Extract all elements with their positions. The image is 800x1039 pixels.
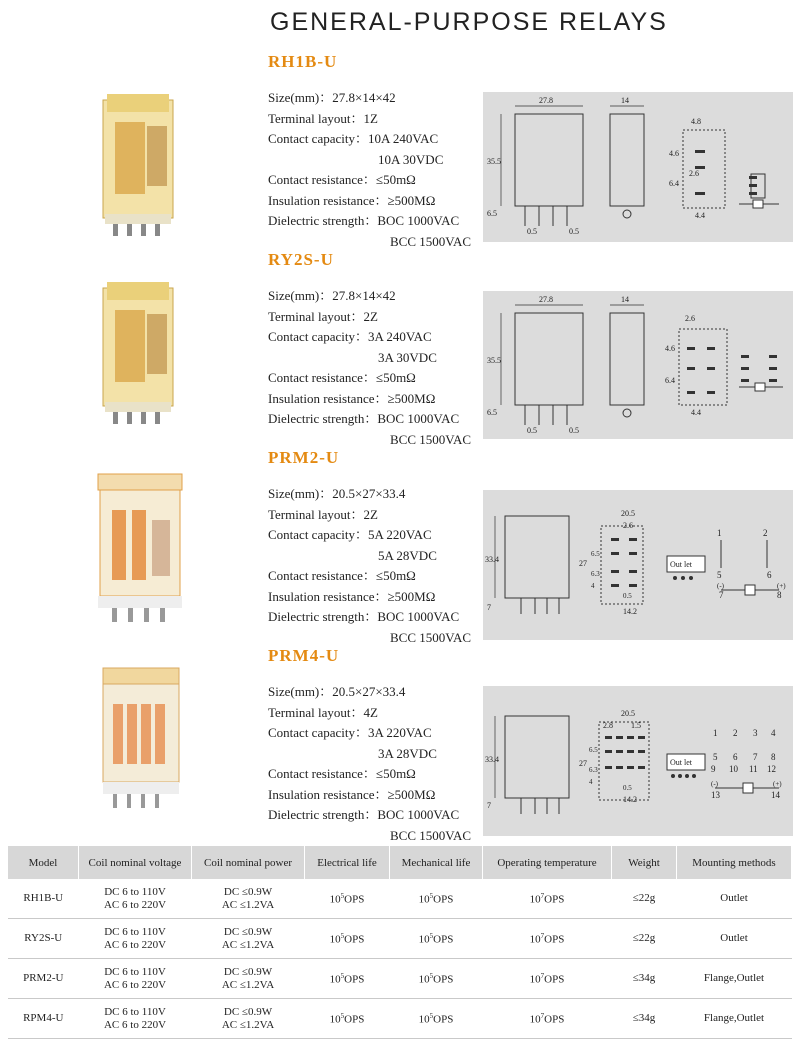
temp-base: 10 <box>529 893 541 906</box>
pin-label: 8 <box>771 752 776 762</box>
dim-label: 14 <box>621 295 629 304</box>
temp-exponent: 7 <box>540 892 545 901</box>
life-unit: OPS <box>344 973 365 986</box>
dim-label: 7 <box>487 603 491 612</box>
dimension-drawing <box>483 291 793 439</box>
cell-electrical-life <box>305 919 390 959</box>
dim-label: 4 <box>589 778 593 786</box>
power-ac: AC ≤1.2VA <box>221 1018 275 1031</box>
dim-label: 7 <box>487 801 491 810</box>
life-base: 10 <box>418 933 430 946</box>
table-row <box>8 879 792 919</box>
dim-label: 6.3 <box>591 570 600 578</box>
spec-insulation: Insulation resistance：≥500MΩ <box>268 390 436 406</box>
dim-label: 6.5 <box>591 550 600 558</box>
dim-label: 35.5 <box>487 157 501 166</box>
spec-list <box>268 682 471 846</box>
life-base: 10 <box>329 933 341 946</box>
spec-dielectric-2: BCC 1500VAC <box>390 629 472 645</box>
spec-terminal: Terminal layout：4Z <box>268 704 378 720</box>
life-unit: OPS <box>433 933 454 946</box>
relay-photo <box>95 664 190 814</box>
pin-label: 14 <box>771 790 780 800</box>
spec-dielectric-2: BCC 1500VAC <box>390 827 472 843</box>
spec-size: Size(mm)：20.5×27×33.4 <box>268 486 406 501</box>
dim-label: 6.5 <box>589 746 598 754</box>
cell-electrical-life <box>305 959 390 999</box>
power-dc: DC ≤0.9W <box>223 965 273 978</box>
spec-dielectric-2: BCC 1500VAC <box>390 233 472 249</box>
temp-exponent: 7 <box>540 932 545 941</box>
dim-label: 27.8 <box>539 96 553 105</box>
spec-list <box>268 484 471 648</box>
spec-resistance: Contact resistance：≤50mΩ <box>268 766 416 781</box>
dimension-drawing <box>483 490 793 640</box>
spec-terminal: Terminal layout：2Z <box>268 308 378 324</box>
cell-mounting: Flange,Outlet <box>677 959 792 999</box>
spec-contact: Contact capacity：10A 240VAC <box>268 131 439 146</box>
life-exponent: 5 <box>340 892 345 901</box>
cell-model: RH1B-U <box>8 879 79 919</box>
dim-label: 27 <box>579 759 587 768</box>
life-exponent: 5 <box>340 1012 345 1021</box>
dim-label: 33.4 <box>485 555 499 564</box>
voltage-dc: DC 6 to 110V <box>104 925 166 938</box>
spec-insulation: Insulation resistance：≥500MΩ <box>268 192 436 208</box>
spec-insulation: Insulation resistance：≥500MΩ <box>268 786 436 802</box>
table-header: Operating temperature <box>483 846 612 879</box>
life-exponent: 5 <box>429 1012 434 1021</box>
spec-contact: Contact capacity：3A 220VAC <box>268 725 432 740</box>
dim-label: 14 <box>621 96 629 105</box>
spec-table <box>8 846 792 1039</box>
cell-power <box>192 879 305 919</box>
cell-mounting: Outlet <box>677 919 792 959</box>
spec-dielectric: Dielectric strength：BOC 1000VAC <box>268 411 460 426</box>
dim-label: 14.2 <box>623 607 637 616</box>
voltage-ac: AC 6 to 220V <box>103 1018 167 1031</box>
table-header: Weight <box>612 846 677 879</box>
product-name: PRM2-U <box>268 448 340 467</box>
cell-electrical-life <box>305 999 390 1039</box>
dim-label: 2.6 <box>623 521 633 530</box>
power-dc: DC ≤0.9W <box>223 885 273 898</box>
page-title: GENERAL-PURPOSE RELAYS <box>270 8 668 36</box>
dim-label: 4.4 <box>695 211 705 220</box>
life-exponent: 5 <box>429 972 434 981</box>
voltage-dc: DC 6 to 110V <box>104 965 166 978</box>
spec-contact: Contact capacity：5A 220VAC <box>268 527 432 542</box>
life-exponent: 5 <box>429 892 434 901</box>
dim-label: 0.5 <box>527 426 537 435</box>
pin-label: (-) <box>711 780 718 788</box>
cell-power <box>192 919 305 959</box>
spec-resistance: Contact resistance：≤50mΩ <box>268 172 416 187</box>
table-header: Coil nominal voltage <box>79 846 192 879</box>
relay-photo <box>95 92 190 242</box>
spec-size: Size(mm)：27.8×14×42 <box>268 288 396 303</box>
dim-label: 0.5 <box>623 592 632 600</box>
cell-temperature <box>483 999 612 1039</box>
pin-label: 2 <box>733 728 738 738</box>
dim-label: 4.8 <box>691 117 701 126</box>
cell-weight: ≤34g <box>612 959 677 999</box>
dim-label: 2.8 <box>603 721 613 730</box>
pin-label: 13 <box>711 790 720 800</box>
life-unit: OPS <box>433 1013 454 1026</box>
temp-base: 10 <box>529 933 541 946</box>
pin-label: 10 <box>729 764 738 774</box>
cell-power <box>192 999 305 1039</box>
dim-label: 2.6 <box>689 169 699 178</box>
dim-label: 6.3 <box>589 766 598 774</box>
temp-base: 10 <box>529 1013 541 1026</box>
spec-size: Size(mm)：27.8×14×42 <box>268 90 396 105</box>
life-unit: OPS <box>344 933 365 946</box>
pin-label: (+) <box>777 582 786 590</box>
product-name: RH1B-U <box>268 52 338 71</box>
pin-label: 5 <box>713 752 718 762</box>
life-exponent: 5 <box>340 932 345 941</box>
pin-label: 5 <box>717 570 722 580</box>
cell-mounting: Outlet <box>677 879 792 919</box>
life-base: 10 <box>329 1013 341 1026</box>
dim-label: 6.4 <box>669 179 679 188</box>
pin-label: (-) <box>717 582 724 590</box>
table-header: Electrical life <box>305 846 390 879</box>
life-unit: OPS <box>344 1013 365 1026</box>
product-name: RY2S-U <box>268 250 334 269</box>
cell-voltage <box>79 879 192 919</box>
voltage-ac: AC 6 to 220V <box>103 978 167 991</box>
pin-label: 6 <box>767 570 772 580</box>
temp-unit: OPS <box>544 893 565 906</box>
pin-label: 6 <box>733 752 738 762</box>
product-name: PRM4-U <box>268 646 340 665</box>
voltage-ac: AC 6 to 220V <box>103 938 167 951</box>
cell-temperature <box>483 959 612 999</box>
pin-label: 2 <box>763 528 768 538</box>
spec-insulation: Insulation resistance：≥500MΩ <box>268 588 436 604</box>
pin-label: 11 <box>749 764 758 774</box>
pin-label: 7 <box>753 752 758 762</box>
pin-label: 3 <box>753 728 758 738</box>
life-exponent: 5 <box>429 932 434 941</box>
spec-contact-2: 3A 30VDC <box>378 349 437 365</box>
spec-contact-2: 3A 28VDC <box>378 745 437 761</box>
dimension-drawing <box>483 92 793 242</box>
power-ac: AC ≤1.2VA <box>221 938 275 951</box>
temp-exponent: 7 <box>540 1012 545 1021</box>
spec-dielectric: Dielectric strength：BOC 1000VAC <box>268 609 460 624</box>
dim-label: 6.5 <box>487 209 497 218</box>
power-ac: AC ≤1.2VA <box>221 898 275 911</box>
outlet-label: Out let <box>670 758 692 767</box>
temp-base: 10 <box>529 973 541 986</box>
spec-contact-2: 5A 28VDC <box>378 547 437 563</box>
pin-label: 8 <box>777 590 782 600</box>
temp-exponent: 7 <box>540 972 545 981</box>
dim-label: 33.4 <box>485 755 499 764</box>
dim-label: 0.5 <box>569 426 579 435</box>
cell-mechanical-life <box>390 959 483 999</box>
life-base: 10 <box>329 893 341 906</box>
pin-label: 12 <box>767 764 776 774</box>
dim-label: 0.5 <box>623 784 632 792</box>
table-header: Mounting methods <box>677 846 792 879</box>
life-base: 10 <box>418 1013 430 1026</box>
spec-resistance: Contact resistance：≤50mΩ <box>268 568 416 583</box>
spec-dielectric: Dielectric strength：BOC 1000VAC <box>268 213 460 228</box>
cell-voltage <box>79 959 192 999</box>
cell-voltage <box>79 919 192 959</box>
spec-terminal: Terminal layout：1Z <box>268 110 378 126</box>
pin-label: (+) <box>773 780 782 788</box>
table-row <box>8 999 792 1039</box>
spec-dielectric-2: BCC 1500VAC <box>390 431 472 447</box>
voltage-dc: DC 6 to 110V <box>104 885 166 898</box>
life-base: 10 <box>418 973 430 986</box>
life-unit: OPS <box>344 893 365 906</box>
temp-unit: OPS <box>544 933 565 946</box>
dim-label: 4 <box>591 582 595 590</box>
outlet-label: Out let <box>670 560 692 569</box>
cell-voltage <box>79 999 192 1039</box>
spec-size: Size(mm)：20.5×27×33.4 <box>268 684 406 699</box>
life-unit: OPS <box>433 973 454 986</box>
voltage-ac: AC 6 to 220V <box>103 898 167 911</box>
pin-label: 1 <box>713 728 718 738</box>
cell-model: RPM4-U <box>8 999 79 1039</box>
pin-label: 4 <box>771 728 776 738</box>
temp-unit: OPS <box>544 1013 565 1026</box>
dim-label: 0.5 <box>569 227 579 236</box>
spec-list <box>268 286 471 450</box>
dimension-drawing <box>483 686 793 836</box>
table-header-row <box>8 846 792 879</box>
spec-dielectric: Dielectric strength：BOC 1000VAC <box>268 807 460 822</box>
relay-photo <box>92 470 192 630</box>
voltage-dc: DC 6 to 110V <box>104 1005 166 1018</box>
cell-mechanical-life <box>390 879 483 919</box>
table-header: Coil nominal power <box>192 846 305 879</box>
spec-contact-2: 10A 30VDC <box>378 151 444 167</box>
life-exponent: 5 <box>340 972 345 981</box>
life-unit: OPS <box>433 893 454 906</box>
cell-electrical-life <box>305 879 390 919</box>
dim-label: 6.5 <box>487 408 497 417</box>
power-dc: DC ≤0.9W <box>223 1005 273 1018</box>
spec-list <box>268 88 471 252</box>
dim-label: 1.5 <box>631 721 641 730</box>
cell-power <box>192 959 305 999</box>
table-row <box>8 919 792 959</box>
cell-mounting: Flange,Outlet <box>677 999 792 1039</box>
dim-label: 20.5 <box>621 709 635 718</box>
temp-unit: OPS <box>544 973 565 986</box>
power-ac: AC ≤1.2VA <box>221 978 275 991</box>
table-header: Model <box>8 846 79 879</box>
dim-label: 4.6 <box>669 149 679 158</box>
dim-label: 6.4 <box>665 376 675 385</box>
pin-label: 7 <box>719 590 724 600</box>
life-base: 10 <box>329 973 341 986</box>
cell-mechanical-life <box>390 919 483 959</box>
life-base: 10 <box>418 893 430 906</box>
pin-label: 9 <box>711 764 716 774</box>
table-header: Mechanical life <box>390 846 483 879</box>
spec-terminal: Terminal layout：2Z <box>268 506 378 522</box>
dim-label: 20.5 <box>621 509 635 518</box>
spec-resistance: Contact resistance：≤50mΩ <box>268 370 416 385</box>
dim-label: 4.6 <box>665 344 675 353</box>
dim-label: 2.6 <box>685 314 695 323</box>
pin-label: 1 <box>717 528 722 538</box>
relay-photo <box>95 280 190 430</box>
cell-temperature <box>483 919 612 959</box>
cell-mechanical-life <box>390 999 483 1039</box>
cell-model: PRM2-U <box>8 959 79 999</box>
cell-model: RY2S-U <box>8 919 79 959</box>
cell-weight: ≤22g <box>612 879 677 919</box>
cell-temperature <box>483 879 612 919</box>
cell-weight: ≤34g <box>612 999 677 1039</box>
dim-label: 4.4 <box>691 408 701 417</box>
power-dc: DC ≤0.9W <box>223 925 273 938</box>
dim-label: 0.5 <box>527 227 537 236</box>
table-row <box>8 959 792 999</box>
spec-contact: Contact capacity：3A 240VAC <box>268 329 432 344</box>
cell-weight: ≤22g <box>612 919 677 959</box>
dim-label: 14.2 <box>623 795 637 804</box>
dim-label: 27.8 <box>539 295 553 304</box>
dim-label: 35.5 <box>487 356 501 365</box>
dim-label: 27 <box>579 559 587 568</box>
